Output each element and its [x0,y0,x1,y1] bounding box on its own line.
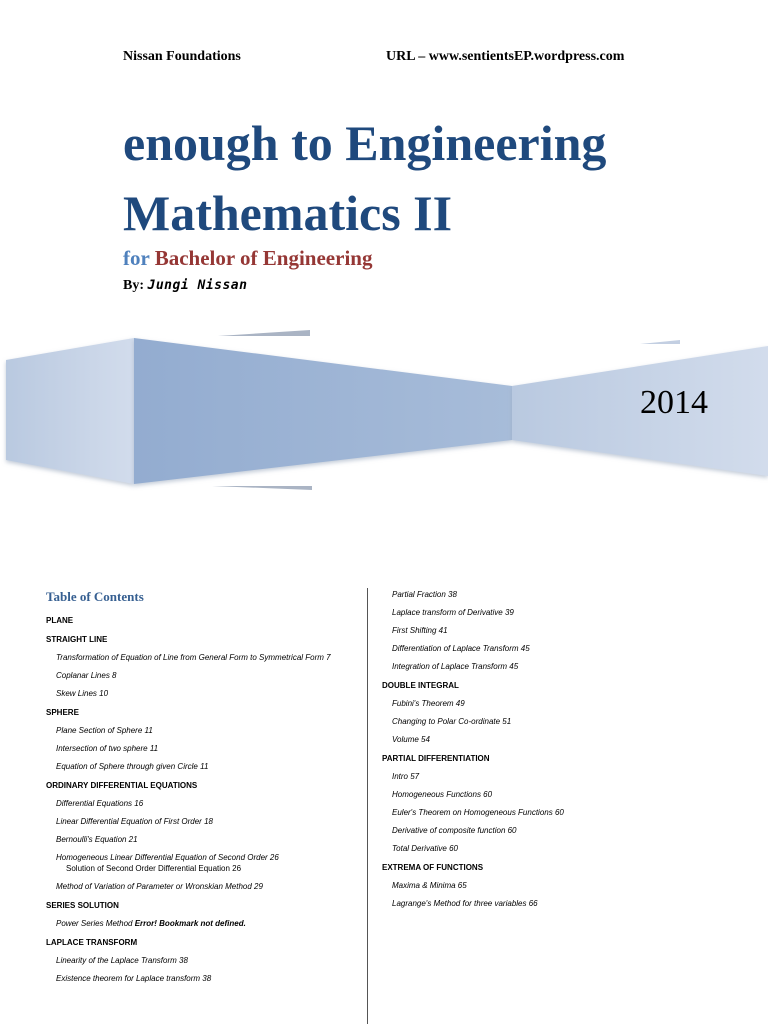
toc-entry[interactable]: Linearity of the Laplace Transform 38 [56,956,188,965]
banner-bottom-wedge [212,486,312,490]
header-url: URL – www.sentientsEP.wordpress.com [386,49,625,64]
author-line [123,278,247,294]
toc-entry[interactable]: Fubini's Theorem 49 [392,699,465,708]
toc-section-heading[interactable]: SPHERE [46,708,79,717]
publisher-name: Nissan Foundations [123,49,241,64]
subtitle-for: for [123,246,150,270]
cover-year: 2014 [640,384,708,421]
toc-entry[interactable]: Differentiation of Laplace Transform 45 [392,644,530,653]
subtitle [123,246,372,271]
toc-entry[interactable] [46,917,364,930]
author-name: Jungi Nissan [147,278,248,293]
toc-entry-label: Power Series Method [56,919,135,928]
toc-entry[interactable]: Skew Lines 10 [56,689,109,698]
title-line-2: Mathematics II [123,185,453,241]
toc-section-heading[interactable]: DOUBLE INTEGRAL [382,681,459,690]
banner-top-wedge [218,330,310,336]
toc-entry[interactable]: Differential Equations 16 [56,799,144,808]
toc-column-divider [367,588,368,1024]
toc-entry[interactable]: Bernoulli's Equation 21 [56,835,138,844]
toc-entry[interactable]: Lagrange's Method for three variables 66 [392,899,538,908]
toc-title: Table of Contents [46,589,144,604]
toc-entry[interactable]: Euler's Theorem on Homogeneous Functions 60 [392,808,564,817]
toc-entry[interactable]: Method of Variation of Parameter or Wronskian Method 29 [56,882,263,891]
author-prefix: By: [123,278,144,293]
document-title [123,108,743,248]
toc-entry[interactable]: Partial Fraction 38 [392,590,457,599]
toc-subentry[interactable]: Solution of Second Order Differential Equation 26 [66,864,242,873]
toc-entry[interactable]: Intro 57 [392,772,420,781]
toc-section-heading[interactable]: LAPLACE TRANSFORM [46,938,138,947]
toc-entry[interactable]: Changing to Polar Co-ordinate 51 [392,717,512,726]
toc-section-heading[interactable]: PARTIAL DIFFERENTIATION [382,754,490,763]
toc-entry[interactable]: Derivative of composite function 60 [392,826,517,835]
banner-left-panel [6,338,134,484]
toc-entry[interactable]: Equation of Sphere through given Circle 11 [56,762,209,771]
toc-entry[interactable]: First Shifting 41 [392,626,448,635]
toc-entry[interactable]: Transformation of Equation of Line from General Form to Symmetrical Form 7 [56,653,331,662]
toc-entry[interactable]: Intersection of two sphere 11 [56,744,159,753]
banner-middle-panel [134,338,512,484]
toc-section-heading[interactable]: ORDINARY DIFFERENTIAL EQUATIONS [46,781,198,790]
toc-right-column [382,588,762,915]
toc-section-heading[interactable]: SERIES SOLUTION [46,901,119,910]
toc-entry[interactable]: Laplace transform of Derivative 39 [392,608,514,617]
toc-entry[interactable]: Existence theorem for Laplace transform 38 [56,974,212,983]
toc-entry[interactable]: Homogeneous Linear Differential Equation of Second Order 26 [56,853,279,862]
toc-entry[interactable]: Total Derivative 60 [392,844,458,853]
toc-entry[interactable]: Plane Section of Sphere 11 [56,726,153,735]
toc-section-heading[interactable]: PLANE [46,616,74,625]
title-line-1: enough to Engineering [123,115,607,171]
toc-section-heading[interactable]: EXTREMA OF FUNCTIONS [382,863,484,872]
banner-right-sliver [640,340,680,344]
toc-entry[interactable]: Volume 54 [392,735,430,744]
toc-entry[interactable]: Integration of Laplace Transform 45 [392,662,519,671]
toc-bookmark-error: Error! Bookmark not defined. [134,919,246,928]
toc-entry[interactable]: Linear Differential Equation of First Order 18 [56,817,213,826]
toc-section-heading[interactable]: STRAIGHT LINE [46,635,108,644]
subtitle-degree: Bachelor of Engineering [154,246,373,270]
toc-entry[interactable]: Homogeneous Functions 60 [392,790,493,799]
toc-entry[interactable]: Coplanar Lines 8 [56,671,117,680]
toc-entry[interactable]: Maxima & Minima 65 [392,881,467,890]
toc-left-column [46,588,364,990]
